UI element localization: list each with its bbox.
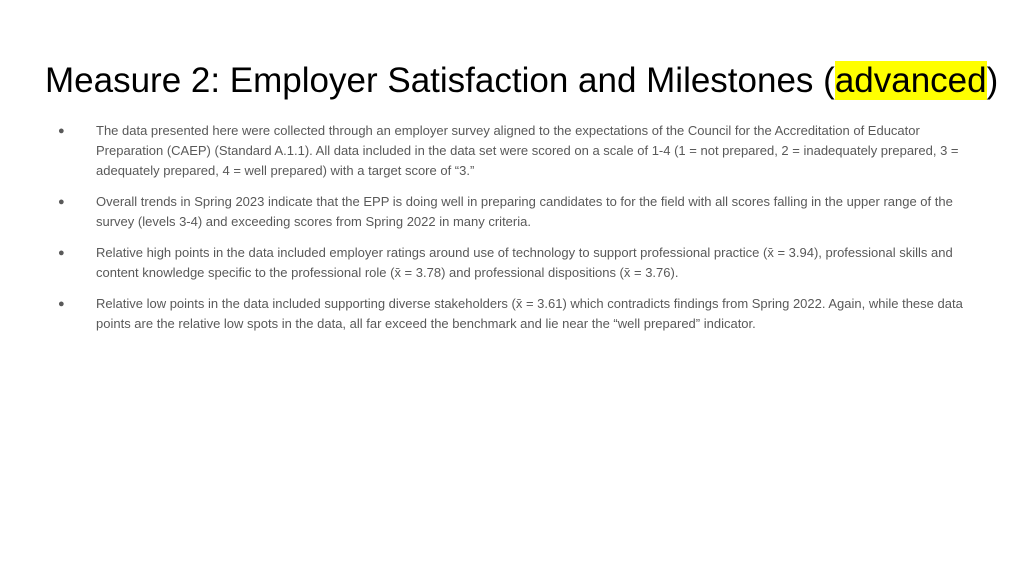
bullet-text: The data presented here were collected through an employer survey aligned to the expectations of the Council for the Accreditation of Educator Preparation (CAEP) (Standard A.1.1). All data included in the data set were scored on a scale of 1-4 (1 = not prepared, 2 = inadequately prepared, 3 = adequately prepared, 4 = well prepared) with a target score of “3.”: [96, 123, 959, 178]
bullet-item: [58, 294, 978, 334]
bullet-list: [58, 121, 978, 345]
bullet-dot-icon: ●: [58, 125, 65, 137]
title-prefix: Measure 2: Employer Satisfaction and Milestones (: [45, 61, 835, 100]
title-suffix: ): [986, 61, 999, 100]
title-highlight: advanced: [834, 61, 987, 100]
bullet-text: Relative high points in the data included employer ratings around use of technology to support professional practice (x̄ = 3.94), professional skills and content knowledge specific to the professional role (x̄ = 3.78) and professional dispositions (x̄ = 3.76).: [96, 245, 953, 280]
bullet-text: Overall trends in Spring 2023 indicate that the EPP is doing well in preparing candidates to for the field with all scores falling in the upper range of the survey (levels 3-4) and exceeding scores from Spring 2022 in many criteria.: [96, 194, 953, 229]
bullet-item: [58, 192, 978, 232]
bullet-dot-icon: ●: [58, 247, 65, 259]
bullet-dot-icon: ●: [58, 196, 65, 208]
bullet-dot-icon: ●: [58, 298, 65, 310]
slide-title: [45, 58, 998, 104]
bullet-text: Relative low points in the data included supporting diverse stakeholders (x̄ = 3.61) which contradicts findings from Spring 2022. Again, while these data points are the relative low spots in the data, all far exceed the benchmark and lie near the “well prepared” indicator.: [96, 296, 963, 331]
bullet-item: [58, 121, 978, 181]
bullet-item: [58, 243, 978, 283]
